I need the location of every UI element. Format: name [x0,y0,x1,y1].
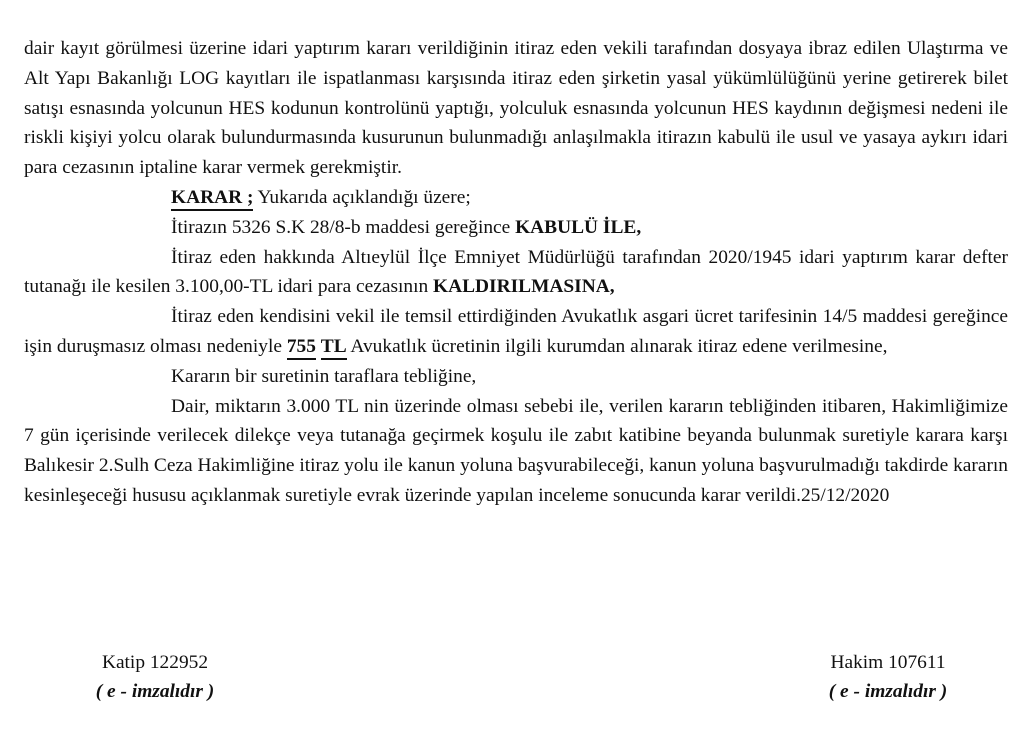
acceptance-bold: KABULÜ İLE, [515,216,642,238]
clerk-name: Katip 122952 [101,652,209,673]
item-notification: Kararın bir suretinin taraflara tebliğine, [171,365,477,387]
judge-esign-note: ( e - imzalıdır ) [828,681,948,702]
clerk-signature [60,648,250,706]
judge-name: Hakim 107611 [830,652,946,673]
judge-signature [788,648,988,706]
paragraph-decision-reasoning: dair kayıt görülmesi üzerine idari yaptırım kararı verildiğinin itiraz eden vekili tarafından dosyaya ibraz edilen Ulaştırma ve Alt Yapı Bakanlığı LOG kayıtları ile ispatlanması karşısında itiraz eden şirketin yasal yükümlülüğünü yerine getirerek bilet satışı esnasında yolcunun HES kodunun kontrolünü yaptığı, yolculuk esnasında yolcunun HES kaydının değişmesi nedeni ile riskli kişiyi yolcu olarak bulundurmasında kusurunun bulunmadığı anlaşılmakla itirazın kabulü ile usul ve yasaya aykırı idari para cezasının iptaline karar vermek gerekmiştir. [24,38,1008,179]
item-acceptance: İtirazın 5326 S.K 28/8-b maddesi gereğince KABULÜ İLE, [171,216,642,238]
removal-bold: KALDIRILMASINA, [433,276,615,298]
item-appeal-info: Dair, miktarın 3.000 TL nin üzerinde olması sebebi ile, verilen kararın tebliğinden itibaren, Hakimliğimize 7 gün içerisinde verilecek dilekçe veya tutanağa geçirmek koşulu ile zabıt katibine beyanda bulunmak suretiyle karara karşı Balıkesir 2.Sulh Ceza Hakimliğine itiraz yolu ile kanun yoluna başvurabileceği, kanun yoluna başvurulmadığı takdirde kararın kesinleşeceği hususu açıklanmak suretiyle evrak üzerinde yapılan inceleme sonucunda karar verildi.25/12/2020 [24,395,1008,506]
fee-currency: TL [321,336,347,360]
clerk-esign-note: ( e - imzalıdır ) [95,681,215,702]
karar-label: KARAR ; [171,187,253,211]
document-body [24,34,1008,511]
item-attorney-fee: İtiraz eden kendisini vekil ile temsil ettirdiğinden Avukatlık asgari ücret tarifesinin 14/5 maddesi gereğince işin duruşmasız olması nedeniyle 755 TL Avukatlık ücretinin ilgili kurumdan alınarak itiraz edene verilmesine, [24,302,1008,362]
karar-heading [24,183,1008,213]
karar-text: Yukarıda açıklandığı üzere; [253,186,471,208]
item-fine-removal: İtiraz eden hakkında Altıeylül İlçe Emniyet Müdürlüğü tarafından 2020/1945 idari yaptırım karar defter tutanağı ile kesilen 3.100,00-TL idari para cezasının KALDIRILMASINA, [24,246,1008,298]
fee-amount: 755 [287,336,316,360]
